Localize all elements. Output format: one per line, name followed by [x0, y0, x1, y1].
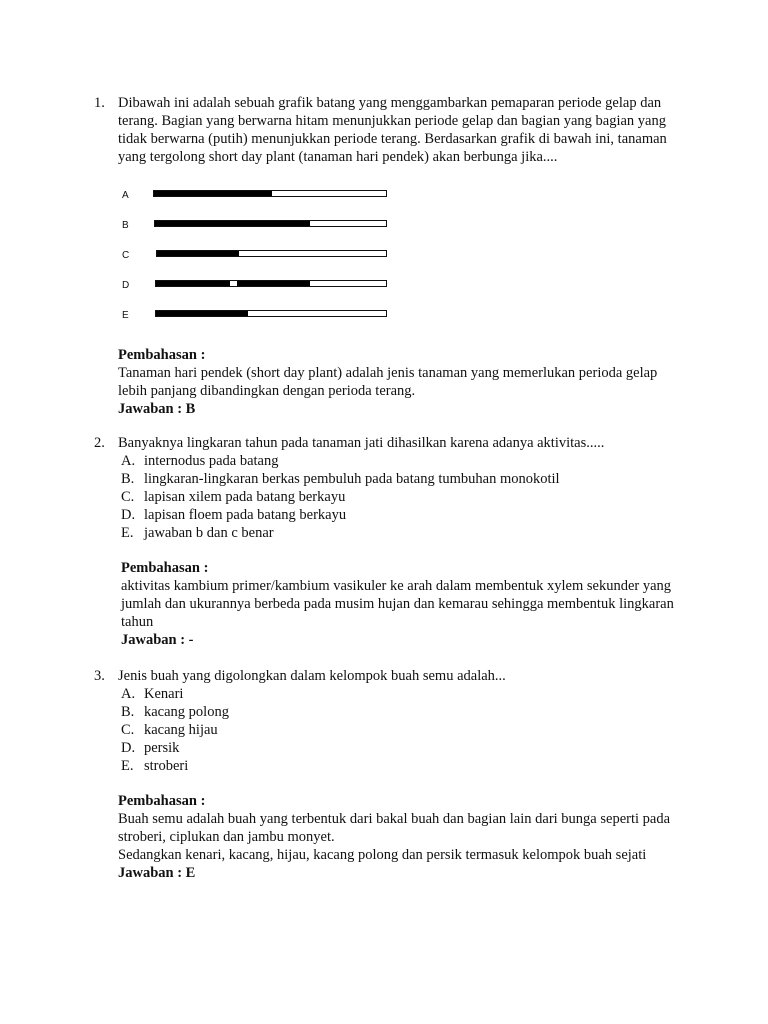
bar-row-a — [120, 187, 400, 201]
option-d — [118, 739, 678, 757]
bar-letter: A — [122, 190, 129, 201]
day-length-bar-chart — [120, 187, 400, 327]
option-letter: B. — [121, 471, 135, 487]
options-list — [118, 685, 678, 775]
bar-row-d — [120, 277, 400, 291]
option-text: persik — [144, 740, 180, 756]
option-text: kacang polong — [144, 704, 229, 720]
option-a — [118, 685, 678, 703]
option-letter: E. — [121, 758, 134, 774]
option-text: lapisan floem pada batang berkayu — [144, 507, 347, 523]
option-letter: D. — [121, 507, 136, 523]
option-letter: C. — [121, 489, 135, 505]
bar-row-b — [120, 217, 400, 231]
option-text: Kenari — [144, 686, 184, 702]
option-text: lapisan xilem pada batang berkayu — [144, 489, 346, 505]
bar-frame — [153, 190, 387, 197]
explanation-label: Pembahasan : — [118, 793, 206, 809]
bar-frame — [156, 250, 387, 257]
question-text: Jenis buah yang digolongkan dalam kelompok buah semu adalah... — [118, 668, 506, 684]
option-d — [118, 506, 678, 524]
option-letter: E. — [121, 525, 134, 541]
dark-period-segment — [154, 191, 272, 196]
bar-letter: C — [122, 250, 130, 261]
bar-row-e — [120, 307, 400, 321]
dark-period-segment — [157, 251, 239, 256]
question-number: 1. — [94, 95, 105, 111]
option-text: kacang hijau — [144, 722, 218, 738]
bar-row-c — [120, 247, 400, 261]
question-text: Dibawah ini adalah sebuah grafik batang yang menggambarkan pemaparan periode gelap dan terang. Bagian yang berwarna hitam menunjukkan periode gelap dan bagian yang bagian yang tidak berwarna (putih) menunjukkan periode terang. Berdasarkan grafik di bawah ini, tanaman yang tergolong short day plant (tanaman hari pendek) akan berbunga jika.... — [118, 95, 667, 165]
bar-frame — [154, 220, 387, 227]
option-e — [118, 524, 678, 542]
explanation-text: aktivitas kambium primer/kambium vasikuler ke arah dalam membentuk xylem sekunder yang jumlah dan ukurannya berbeda pada musim hujan dan kemarau sehingga membentuk lingkaran tahun — [121, 578, 674, 630]
explanation-label: Pembahasan : — [121, 560, 209, 576]
answer: Jawaban : B — [118, 401, 196, 417]
option-e — [118, 757, 678, 775]
option-letter: D. — [121, 740, 136, 756]
explanation-text: Buah semu adalah buah yang terbentuk dari bakal buah dan bagian lain dari bunga seperti pada stroberi, ciplukan dan jambu monyet. — [118, 811, 671, 845]
dark-period-segment — [156, 311, 248, 316]
bar-letter: D — [122, 280, 130, 291]
option-letter: B. — [121, 704, 135, 720]
option-letter: A. — [121, 453, 136, 469]
option-a — [118, 452, 678, 470]
question-text: Banyaknya lingkaran tahun pada tanaman jati dihasilkan karena adanya aktivitas..... — [118, 435, 605, 451]
option-text: internodus pada batang — [144, 453, 279, 469]
bar-letter: B — [122, 220, 129, 231]
answer: Jawaban : E — [118, 865, 196, 881]
option-text: jawaban b dan c benar — [144, 525, 274, 541]
dark-period-segment — [155, 221, 310, 226]
dark-period-segment — [237, 281, 311, 286]
bar-letter: E — [122, 310, 129, 321]
option-c — [118, 488, 678, 506]
explanation-text: Tanaman hari pendek (short day plant) adalah jenis tanaman yang memerlukan perioda gelap lebih panjang dibandingkan dengan perioda terang. — [118, 365, 658, 399]
option-letter: C. — [121, 722, 135, 738]
option-b — [118, 470, 678, 488]
bar-frame — [155, 280, 387, 287]
option-b — [118, 703, 678, 721]
answer: Jawaban : - — [121, 632, 194, 648]
explanation-label: Pembahasan : — [118, 347, 206, 363]
option-text: stroberi — [144, 758, 189, 774]
question-number: 2. — [94, 435, 105, 451]
explanation-text-2: Sedangkan kenari, kacang, hijau, kacang polong dan persik termasuk kelompok buah sejati — [118, 847, 647, 863]
question-number: 3. — [94, 668, 105, 684]
options-list — [118, 452, 678, 542]
option-letter: A. — [121, 686, 136, 702]
dark-period-segment — [156, 281, 230, 286]
bar-frame — [155, 310, 387, 317]
option-c — [118, 721, 678, 739]
option-text: lingkaran-lingkaran berkas pembuluh pada batang tumbuhan monokotil — [144, 471, 560, 487]
